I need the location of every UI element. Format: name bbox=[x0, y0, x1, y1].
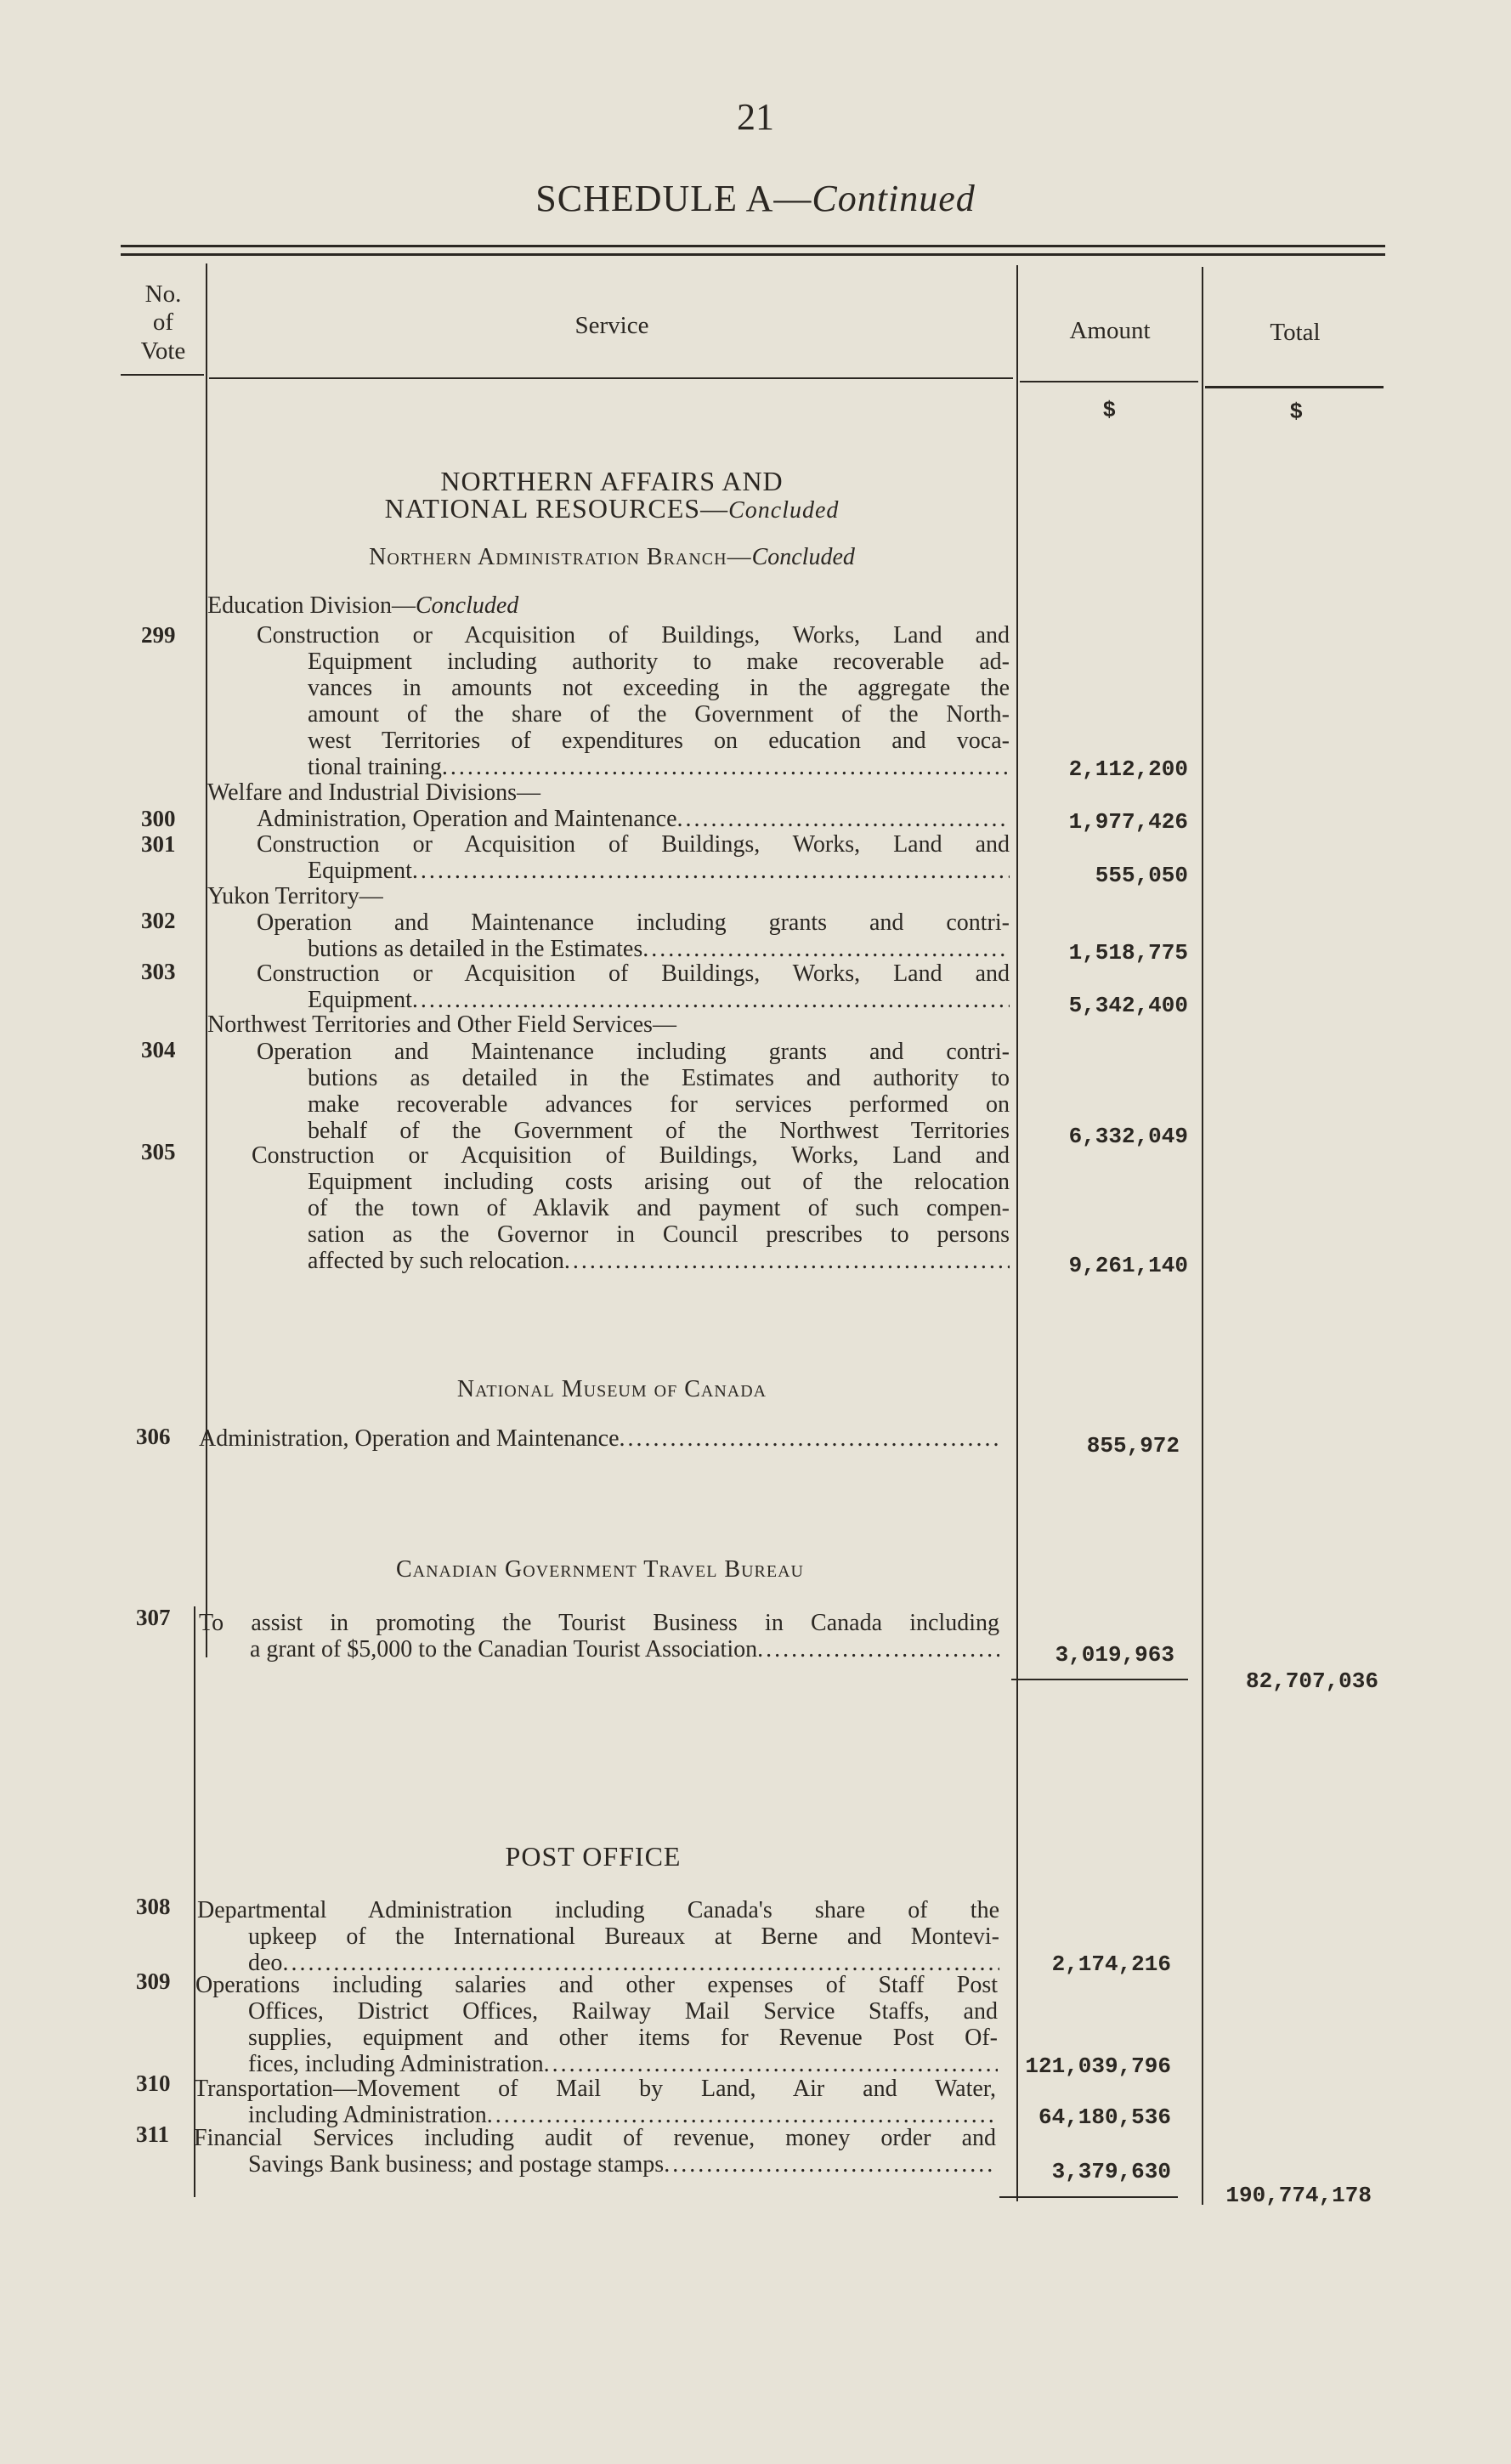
vote-description bbox=[207, 831, 1010, 884]
header-vote-line-3: Vote bbox=[140, 337, 186, 365]
title-italic: Continued bbox=[812, 178, 976, 219]
vote-description bbox=[207, 1039, 1010, 1144]
desc-line: Financial Services including audit of revenue, money order and bbox=[194, 2125, 996, 2151]
vote-number: 306 bbox=[136, 1424, 171, 1449]
header-vote bbox=[121, 280, 206, 365]
amount-value: 9,261,140 bbox=[1068, 1253, 1188, 1278]
section-title-line-1: NORTHERN AFFAIRS AND bbox=[440, 466, 784, 496]
branch-heading-text: Northern Administration Branch— bbox=[369, 544, 752, 570]
header-underline-amount bbox=[1020, 381, 1198, 382]
desc-line: Equipment including authority to make recoverable ad- bbox=[308, 649, 1010, 675]
desc-line: Construction or Acquisition of Buildings, Works, Land and bbox=[257, 960, 1010, 987]
education-division-italic: Concluded bbox=[415, 592, 519, 619]
vote-number: 301 bbox=[141, 831, 176, 857]
amount-value: 555,050 bbox=[1095, 863, 1188, 888]
dot-leader bbox=[442, 754, 1010, 780]
desc-line: butions as detailed in the Estimates and authority to bbox=[308, 1065, 1010, 1091]
page-title bbox=[0, 177, 1511, 220]
vote-description bbox=[194, 2125, 996, 2178]
vote-description bbox=[199, 1425, 999, 1452]
amount-value: 855,972 bbox=[1086, 1433, 1180, 1459]
desc-line-text: Savings Bank business; and postage stamps bbox=[248, 2151, 665, 2178]
vote-description bbox=[207, 806, 1010, 832]
desc-line: supplies, equipment and other items for Revenue Post Of- bbox=[248, 2025, 998, 2051]
header-vote-line-2: of bbox=[152, 309, 174, 337]
vote-description bbox=[197, 1897, 999, 1976]
museum-heading: National Museum of Canada bbox=[456, 1376, 767, 1402]
vote-description bbox=[207, 622, 1010, 780]
header-amount: Amount bbox=[1069, 317, 1151, 344]
col-divider-3 bbox=[1202, 267, 1203, 2205]
vote-number: 300 bbox=[141, 806, 176, 831]
vote-number: 310 bbox=[136, 2070, 171, 2096]
amount-value: 1,518,775 bbox=[1068, 940, 1188, 966]
desc-line-text: fices, including Administration bbox=[248, 2051, 544, 2077]
section-title-northern-affairs bbox=[207, 467, 1016, 523]
desc-line: vances in amounts not exceeding in the aggregate the bbox=[308, 675, 1010, 701]
dot-leader bbox=[642, 936, 1010, 962]
desc-line-leader bbox=[207, 936, 1010, 962]
desc-line-text: a grant of $5,000 to the Canadian Tourist Association bbox=[250, 1636, 758, 1662]
amount-value: 2,174,216 bbox=[1051, 1951, 1171, 1977]
amount-value: 5,342,400 bbox=[1068, 993, 1188, 1018]
desc-line: Equipment including costs arising out of the relocation bbox=[308, 1169, 1010, 1195]
desc-line: Construction or Acquisition of Buildings, Works, Land and bbox=[257, 831, 1010, 858]
branch-heading bbox=[207, 544, 1016, 571]
desc-line-text: including Administration bbox=[248, 2102, 487, 2128]
dot-leader bbox=[412, 987, 1010, 1013]
header-underline-vote bbox=[121, 374, 204, 376]
section-title-line-2-text: NATIONAL RESOURCES— bbox=[384, 493, 729, 524]
vote-description bbox=[195, 1972, 998, 2077]
dot-leader bbox=[544, 2051, 998, 2077]
desc-line: Operation and Maintenance including grants and contri- bbox=[257, 909, 1010, 936]
vote-number: 311 bbox=[136, 2121, 170, 2147]
title-main: SCHEDULE A— bbox=[535, 178, 812, 219]
desc-line-leader bbox=[207, 806, 1010, 832]
desc-line-text: Administration, Operation and Maintenance bbox=[199, 1425, 620, 1452]
dot-leader bbox=[564, 1248, 1010, 1274]
vote-description bbox=[207, 960, 1010, 1013]
vote-description bbox=[207, 909, 1010, 962]
amount-value: 64,180,536 bbox=[1038, 2104, 1171, 2130]
top-double-rule-2 bbox=[121, 253, 1385, 256]
desc-line-leader bbox=[199, 1425, 999, 1452]
desc-line-text: Equipment bbox=[308, 858, 412, 884]
total-value: 82,707,036 bbox=[1245, 1668, 1378, 1694]
header-underline-service bbox=[209, 377, 1013, 379]
desc-line: Transportation—Movement of Mail by Land, Air and Water, bbox=[194, 2076, 996, 2102]
desc-line-text: tional training bbox=[308, 754, 442, 780]
desc-line-text: deo bbox=[248, 1950, 283, 1976]
desc-line: Operations including salaries and other expenses of Staff Post bbox=[195, 1972, 998, 1998]
desc-line: behalf of the Government of the Northwest Territories bbox=[308, 1118, 1010, 1144]
education-division-text: Education Division— bbox=[207, 592, 416, 619]
desc-line: Construction or Acquisition of Buildings, Works, Land and bbox=[257, 622, 1010, 649]
desc-line-leader bbox=[194, 2151, 996, 2178]
dot-leader bbox=[620, 1425, 999, 1452]
vote-number: 308 bbox=[136, 1894, 171, 1919]
branch-heading-italic: Concluded bbox=[751, 544, 855, 570]
amount-value: 3,019,963 bbox=[1055, 1642, 1174, 1668]
dot-leader bbox=[677, 806, 1010, 832]
vote-description bbox=[194, 2076, 996, 2128]
desc-line: To assist in promoting the Tourist Business in Canada including bbox=[199, 1610, 999, 1636]
desc-line-leader bbox=[207, 754, 1010, 780]
desc-line-text: butions as detailed in the Estimates bbox=[308, 936, 643, 962]
amount-value: 6,332,049 bbox=[1068, 1124, 1188, 1149]
desc-line: west Territories of expenditures on education and voca- bbox=[308, 728, 1010, 754]
page-number: 21 bbox=[737, 96, 774, 138]
vote-number: 303 bbox=[141, 959, 176, 984]
vote-description bbox=[207, 1142, 1010, 1274]
header-total: Total bbox=[1270, 319, 1321, 346]
header-service: Service bbox=[574, 312, 649, 339]
welfare-heading: Welfare and Industrial Divisions— bbox=[207, 779, 540, 806]
vote-number: 305 bbox=[141, 1139, 176, 1164]
desc-line-text: affected by such relocation bbox=[308, 1248, 564, 1274]
section-title-line-2-italic: Concluded bbox=[728, 497, 840, 524]
col-divider-2 bbox=[1016, 265, 1018, 2201]
amount-currency: $ bbox=[1103, 396, 1116, 422]
desc-line: amount of the share of the Government of the North- bbox=[308, 701, 1010, 728]
header-underline-total bbox=[1205, 386, 1384, 388]
amount-value: 121,039,796 bbox=[1025, 2053, 1171, 2079]
desc-line: of the town of Aklavik and payment of such compen- bbox=[308, 1195, 1010, 1221]
amount-value: 1,977,426 bbox=[1068, 809, 1188, 835]
vote-description bbox=[199, 1610, 999, 1662]
desc-line: sation as the Governor in Council prescribes to persons bbox=[308, 1221, 1010, 1248]
yukon-heading: Yukon Territory— bbox=[207, 883, 383, 909]
education-division-heading bbox=[207, 592, 518, 619]
desc-line-leader bbox=[195, 2051, 998, 2077]
desc-line: Construction or Acquisition of Buildings, Works, Land and bbox=[252, 1142, 1010, 1169]
desc-line: make recoverable advances for services performed on bbox=[308, 1091, 1010, 1118]
subtotal-rule-1 bbox=[1011, 1679, 1188, 1680]
header-vote-line-1: No. bbox=[144, 280, 182, 308]
desc-line-leader bbox=[207, 987, 1010, 1013]
desc-line: Offices, District Offices, Railway Mail Service Staffs, and bbox=[248, 1998, 998, 2025]
total-currency: $ bbox=[1290, 398, 1303, 423]
section-title-line-2 bbox=[207, 495, 1016, 523]
desc-line: upkeep of the International Bureaux at Berne and Montevi- bbox=[248, 1923, 999, 1950]
desc-line: Departmental Administration including Canada's share of the bbox=[197, 1897, 999, 1923]
vote-number: 302 bbox=[141, 908, 176, 933]
vote-number: 307 bbox=[136, 1605, 171, 1630]
vote-number: 309 bbox=[136, 1968, 171, 1994]
subtotal-rule-2 bbox=[999, 2196, 1178, 2198]
desc-line-leader bbox=[199, 1636, 999, 1662]
amount-value: 3,379,630 bbox=[1051, 2159, 1171, 2184]
desc-line-leader bbox=[207, 858, 1010, 884]
desc-line-leader bbox=[207, 1248, 1010, 1274]
dot-leader bbox=[757, 1636, 999, 1662]
desc-line-text: Administration, Operation and Maintenance bbox=[257, 806, 677, 832]
northwest-heading: Northwest Territories and Other Field Services— bbox=[207, 1011, 676, 1038]
post-office-heading: POST OFFICE bbox=[505, 1841, 682, 1872]
total-value: 190,774,178 bbox=[1225, 2183, 1372, 2208]
top-double-rule-1 bbox=[121, 245, 1385, 247]
vote-number: 304 bbox=[141, 1037, 176, 1062]
amount-value: 2,112,200 bbox=[1068, 756, 1188, 782]
travel-bureau-heading: Canadian Government Travel Bureau bbox=[395, 1556, 804, 1583]
dot-leader bbox=[664, 2151, 996, 2178]
desc-line-text: Equipment bbox=[308, 987, 412, 1013]
desc-line: Operation and Maintenance including grants and contri- bbox=[257, 1039, 1010, 1065]
vote-number: 299 bbox=[141, 622, 176, 648]
dot-leader bbox=[412, 858, 1010, 884]
